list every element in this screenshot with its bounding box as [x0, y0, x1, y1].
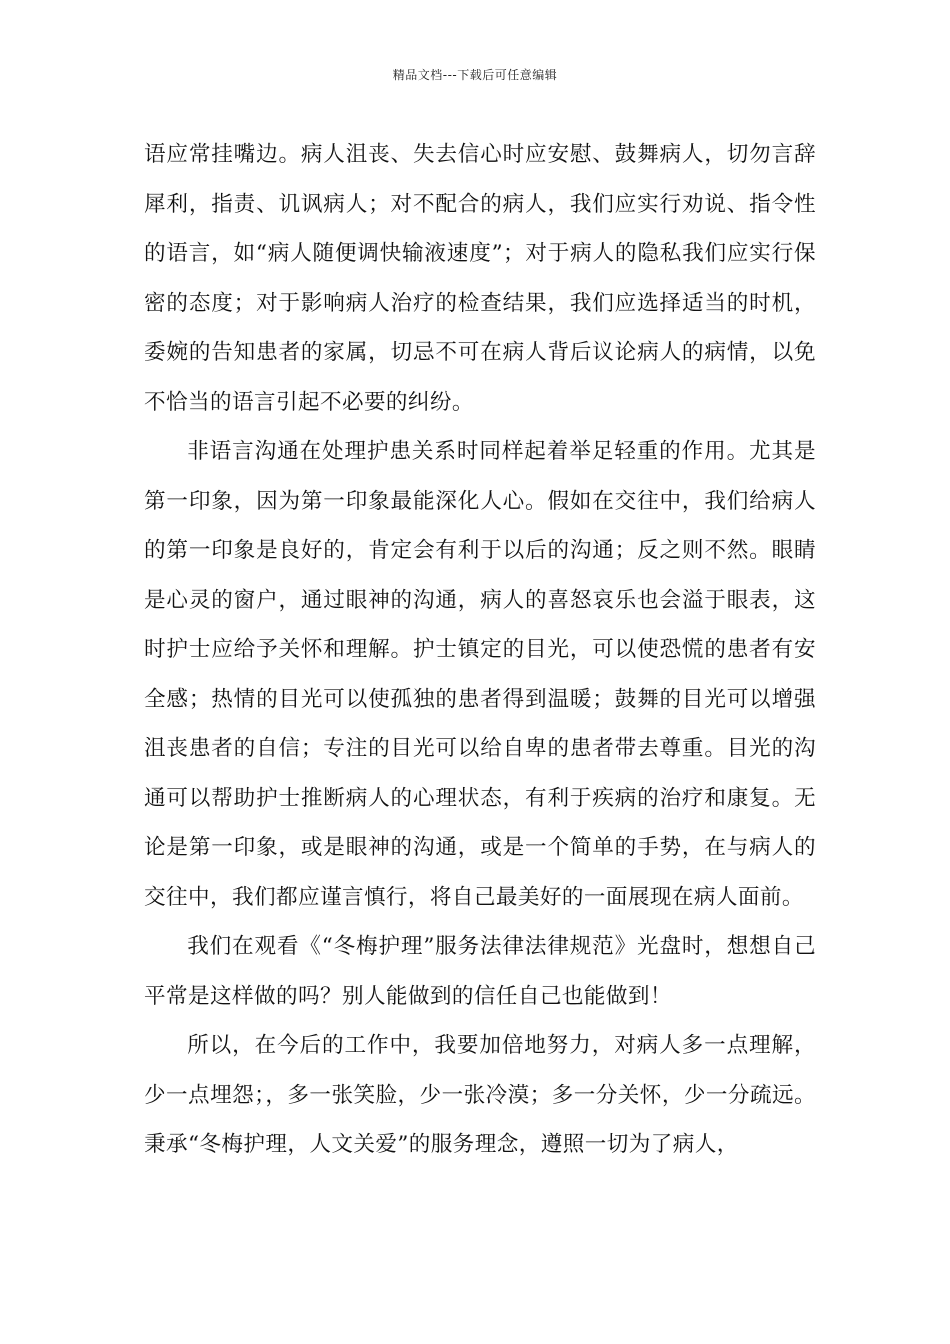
page-header: 精品文档---下载后可任意编辑 [392, 68, 558, 82]
paragraph-watching-disc: 我们在观看《“冬梅护理”服务法律法律规范》光盘时，想想自己平常是这样做的吗？别人能做到的信任自己也能做到！ [144, 934, 816, 1009]
paragraph-continued: 语应常挂嘴边。病人沮丧、失去信心时应安慰、鼓舞病人，切勿言辞犀利，指责、讥讽病人；对不配合的病人，我们应实行劝说、指令性的语言，如“病人随便调快输液速度”；对于病人的隐私我们应实行保密的态度；对于影响病人治疗的检查结果，我们应选择适当的时机，委婉的告知患者的家属，切忌不可在病人背后议论病人的病情，以免不恰当的语言引起不必要的纠纷。 [144, 142, 816, 415]
paragraph-nonverbal-communication: 非语言沟通在处理护患关系时同样起着举足轻重的作用。尤其是第一印象，因为第一印象最能深化人心。假如在交往中，我们给病人的第一印象是良好的，肯定会有利于以后的沟通；反之则不然。眼睛是心灵的窗户，通过眼神的沟通，病人的喜怒哀乐也会溢于眼表，这时护士应给予关怀和理解。护士镇定的目光，可以使恐慌的患者有安全感；热情的目光可以使孤独的患者得到温暖；鼓舞的目光可以增强沮丧患者的自信；专注的目光可以给自卑的患者带去尊重。目光的沟通可以帮助护士推断病人的心理状态，有利于疾病的治疗和康复。无论是第一印象，或是眼神的沟通，或是一个简单的手势，在与病人的交往中，我们都应谨言慎行，将自己最美好的一面展现在病人面前。 [144, 439, 816, 910]
paragraph-future-work: 所以，在今后的工作中，我要加倍地努力，对病人多一点理解，少一点埋怨；，多一张笑脸，少一张冷漠；多一分关怀，少一分疏远。秉承“冬梅护理，人文关爱”的服务理念，遵照一切为了病人， [144, 1033, 816, 1157]
document-body [144, 130, 816, 1170]
